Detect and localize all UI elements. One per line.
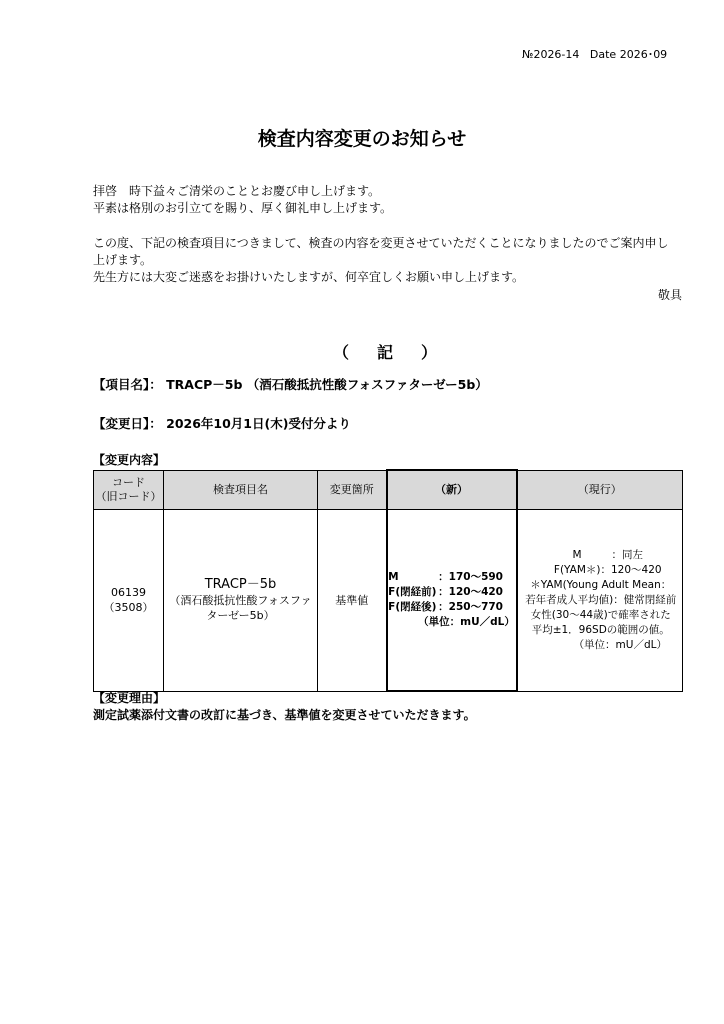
cell-part: 基準値 (318, 510, 387, 692)
body-line-3: 先生方には大変ご迷惑をお掛けいたしますが、何卒宜しくお願い申し上げます。 (93, 270, 525, 284)
header-code-line-2: （旧コード） (95, 489, 162, 503)
item-name-main: TRACP－5b (204, 577, 277, 593)
change-date-value: 2026年10月1日(木)受付分より (166, 416, 351, 431)
new-value-f-post (388, 600, 515, 615)
item-value: TRACP－5b （酒石酸抵抗性酸フォスファターゼー5b） (166, 377, 488, 392)
new-value-m (388, 570, 515, 585)
new-value-label: F(閉経後) (388, 601, 437, 613)
new-value-f-pre (388, 585, 515, 600)
item-label: 【項目名】： (93, 377, 162, 392)
new-unit: （単位：mU／dL） (418, 616, 515, 628)
document-number (522, 46, 667, 62)
old-code: （3508） (103, 601, 154, 615)
change-table (93, 469, 683, 692)
new-value-range: ：120～420 (438, 586, 503, 598)
header-current: （現行） (517, 470, 683, 510)
current-m-label: M (572, 548, 582, 561)
current-f: F(YAM＊)：120～420 (553, 563, 662, 576)
new-value-range: ：250～770 (438, 601, 503, 613)
header-part: 変更箇所 (318, 470, 387, 510)
doc-date: Date 2026･09 (589, 48, 668, 61)
greeting-line-1: 拝啓 時下益々ご清栄のこととお慶び申し上げます。 (93, 184, 381, 198)
change-date-line (93, 415, 351, 432)
current-note-1: ＊YAM(Young Adult Mean： (530, 578, 672, 591)
cell-current (517, 510, 683, 692)
table-header-row (94, 470, 683, 510)
item-name-sub-2: ターゼー5b） (206, 609, 275, 623)
doc-no: №2026-14 (522, 48, 580, 61)
new-values (388, 570, 515, 630)
current-note-3: 女性(30～44歳)で確率された (530, 608, 671, 621)
new-value-range: ：170～590 (438, 571, 503, 583)
current-unit: （単位：mU／dL） (573, 638, 667, 651)
cell-new (387, 510, 517, 692)
cell-name (164, 510, 318, 692)
header-code-line-1: コード (112, 475, 145, 489)
current-m-value: ：同左 (611, 548, 644, 561)
current-note-2: 若年者成人平均値)：健常閉経前 (525, 593, 677, 606)
new-value-label: F(閉経前) (388, 586, 437, 598)
closing-keigu: 敬具 (657, 288, 682, 302)
table-row (94, 510, 683, 692)
body-line-1: この度、下記の検査項目につきまして、検査の内容を変更させていただくことになりましたのでご案内申し (93, 236, 669, 250)
page-title: 検査内容変更のお知らせ (257, 128, 467, 150)
greeting-line-2: 平素は格別のお引立てを賜り、厚く御礼申し上げます。 (93, 201, 393, 215)
reason-text: 測定試薬添付文書の改訂に基づき、基準値を変更させていただきます。 (93, 708, 476, 722)
current-note-4: 平均±1．96SDの範囲の値。 (531, 623, 670, 636)
ki-heading: （ 記 ） (332, 343, 443, 362)
reason-label: 【変更理由】 (93, 691, 166, 705)
change-date-label: 【変更日】： (93, 416, 162, 431)
header-code (94, 470, 164, 510)
item-line (93, 376, 488, 393)
item-name-sub-1: （酒石酸抵抗性酸フォスファ (169, 594, 312, 608)
code: 06139 (111, 586, 146, 600)
current-m (523, 548, 680, 563)
header-new: （新） (387, 470, 517, 510)
body-line-2: 上げます。 (93, 253, 153, 267)
change-section-label: 【変更内容】 (93, 453, 166, 467)
new-value-label: M (388, 571, 399, 583)
cell-code (94, 510, 164, 692)
header-name: 検査項目名 (164, 470, 318, 510)
